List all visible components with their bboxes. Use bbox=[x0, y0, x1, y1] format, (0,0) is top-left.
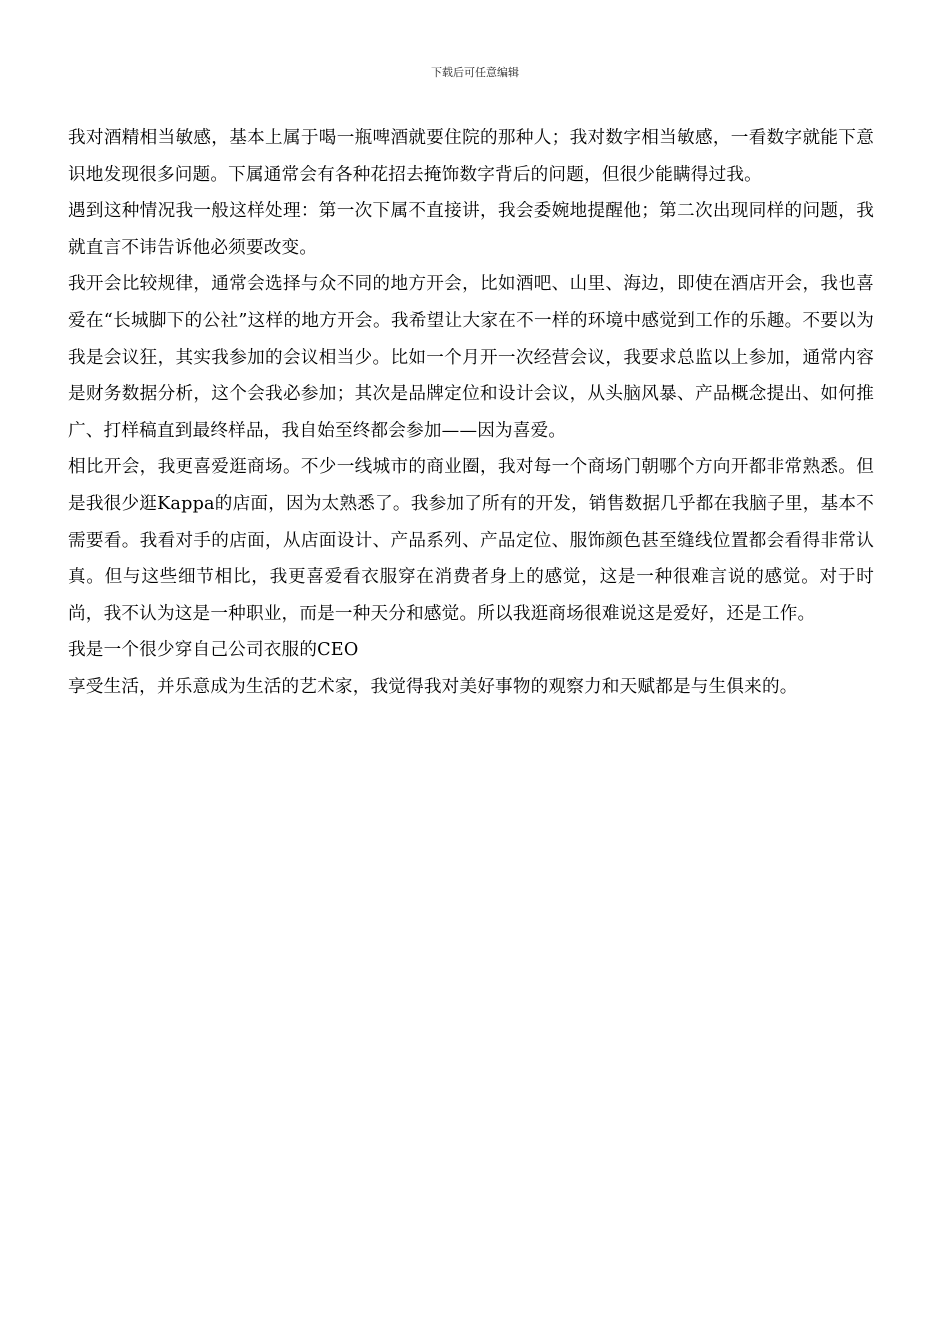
document-body bbox=[68, 120, 874, 706]
paragraph-2: 遇到这种情况我一般这样处理：第一次下属不直接讲，我会委婉地提醒他；第二次出现同样的问题，我就直言不讳告诉他必须要改变。 bbox=[68, 201, 874, 258]
paragraph-3: 我开会比较规律，通常会选择与众不同的地方开会，比如酒吧、山里、海边，即使在酒店开会，我也喜爱在“长城脚下的公社”这样的地方开会。我希望让大家在不一样的环境中感觉到工作的乐趣。不要以为我是会议狂，其实我参加的会议相当少。比如一个月开一次经营会议，我要求总监以上参加，通常内容是财务数据分析，这个会我必参加；其次是品牌定位和设计会议，从头脑风暴、产品概念提出、如何推广、打样稿直到最终样品，我自始至终都会参加——因为喜爱。 bbox=[68, 274, 874, 441]
paragraph-4: 相比开会，我更喜爱逛商场。不少一线城市的商业圈，我对每一个商场门朝哪个方向开都非常熟悉。但是我很少逛Kappa的店面，因为太熟悉了。我参加了所有的开发，销售数据几乎都在我脑子里，基本不需要看。我看对手的店面，从店面设计、产品系列、产品定位、服饰颜色甚至缝线位置都会看得非常认真。但与这些细节相比，我更喜爱看衣服穿在消费者身上的感觉，这是一种很难言说的感觉。对于时尚，我不认为这是一种职业，而是一种天分和感觉。所以我逛商场很难说这是爱好，还是工作。 bbox=[68, 457, 874, 624]
paragraph-6: 享受生活，并乐意成为生活的艺术家，我觉得我对美好事物的观察力和天赋都是与生俱来的。 bbox=[68, 676, 798, 697]
page-header: 下载后可任意编辑 bbox=[431, 66, 519, 79]
paragraph-1: 我对酒精相当敏感，基本上属于喝一瓶啤酒就要住院的那种人；我对数字相当敏感，一看数字就能下意识地发现很多问题。下属通常会有各种花招去掩饰数字背后的问题，但很少能瞒得过我。 bbox=[68, 128, 874, 185]
paragraph-5: 我是一个很少穿自己公司衣服的CEO bbox=[68, 640, 359, 661]
